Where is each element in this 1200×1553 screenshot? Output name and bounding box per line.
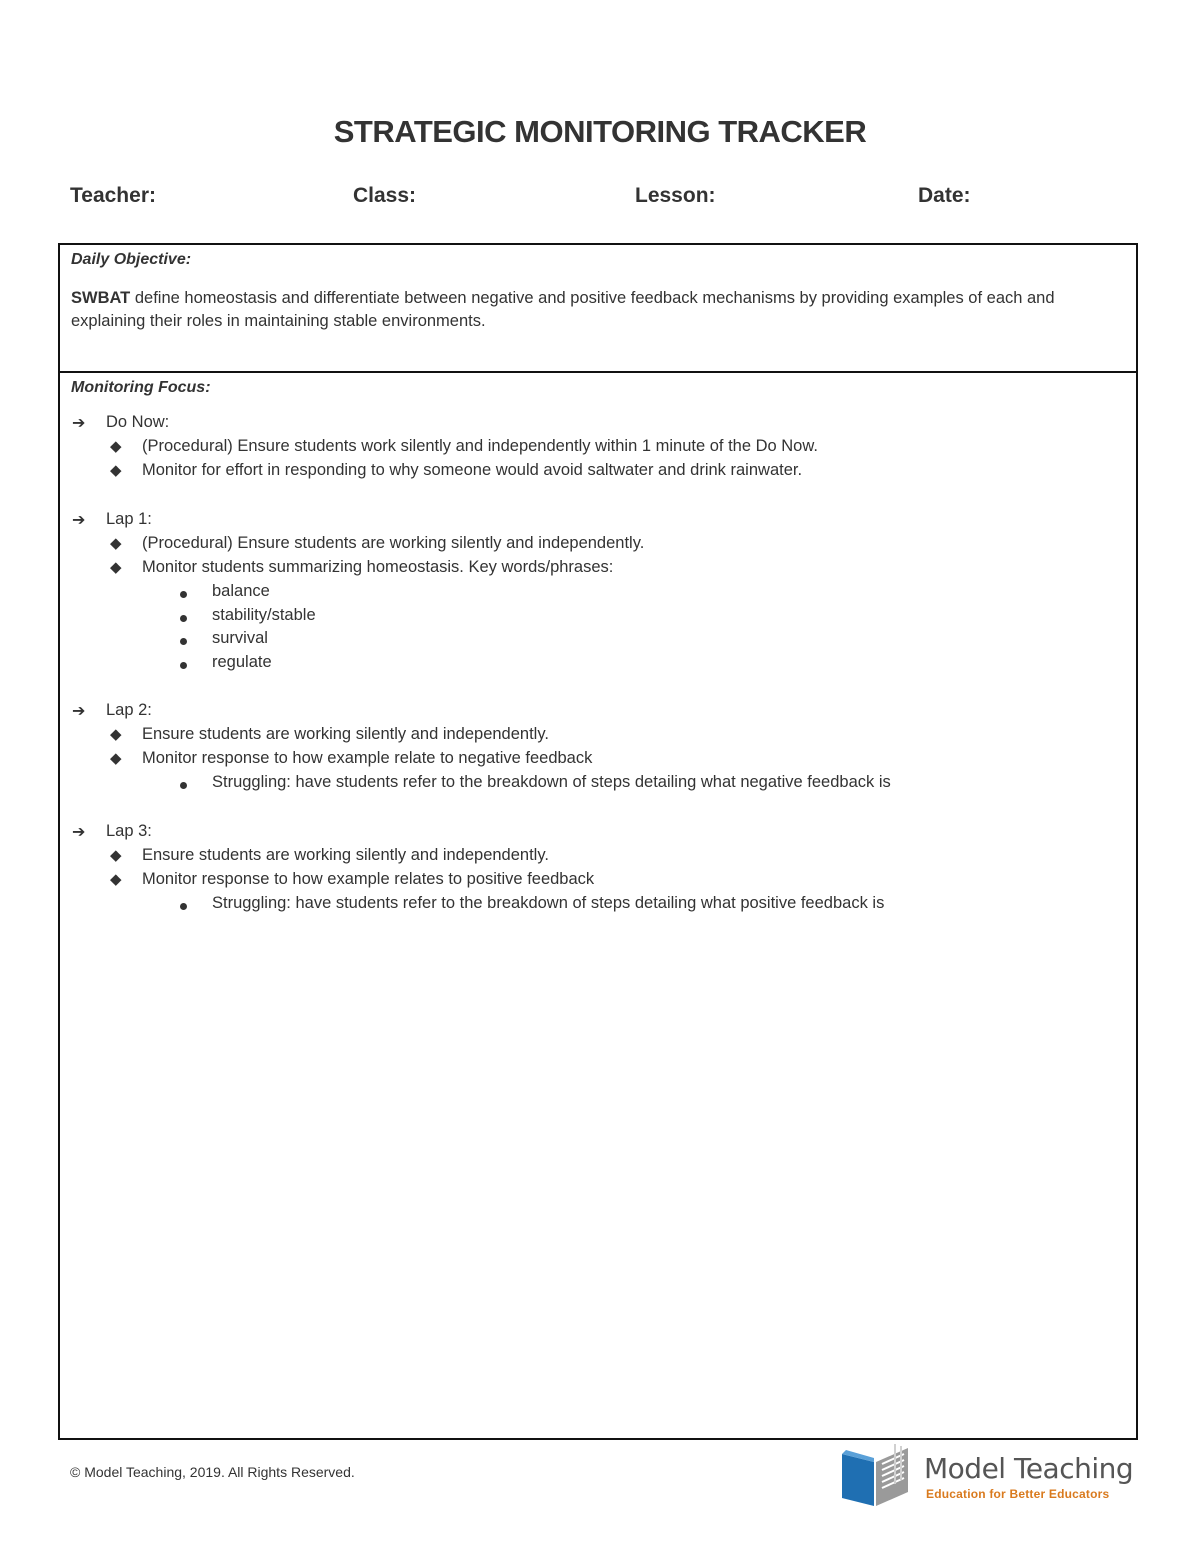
focus-subitem [72, 582, 1122, 606]
diamond-bullet-icon: ◆ [110, 726, 122, 743]
logo-tagline: Education for Better Educators [926, 1487, 1110, 1501]
copyright-notice: © Model Teaching, 2019. All Rights Reserved. [70, 1464, 355, 1480]
focus-subitem [72, 629, 1122, 653]
focus-subitem-text: Struggling: have students refer to the breakdown of steps detailing what negative feedback is [212, 773, 891, 791]
objective-body: define homeostasis and differentiate between negative and positive feedback mechanisms by providing examples of each and explaining their roles in maintaining stable environments. [71, 289, 1055, 330]
focus-section-label: Lap 3: [106, 821, 152, 840]
focus-subitem-text: survival [212, 629, 268, 647]
logo-name: Model Teaching [924, 1452, 1134, 1485]
focus-section [72, 510, 1122, 676]
monitoring-focus-list [72, 413, 1122, 942]
focus-subitem [72, 894, 1122, 918]
round-bullet-icon [180, 591, 187, 598]
arrow-right-icon: ➔ [72, 823, 86, 841]
focus-item-text: Ensure students are working silently and independently. [142, 725, 549, 743]
round-bullet-icon [180, 662, 187, 669]
focus-item-text: (Procedural) Ensure students work silently and independently within 1 minute of the Do Now. [142, 437, 818, 455]
header-fields [70, 184, 1130, 214]
round-bullet-icon [180, 638, 187, 645]
focus-item-text: Ensure students are working silently and independently. [142, 845, 549, 864]
focus-subitem [72, 773, 1122, 797]
focus-section-heading [72, 822, 1122, 846]
diamond-bullet-icon: ◆ [110, 846, 122, 864]
focus-subitem-text: regulate [212, 652, 272, 671]
daily-objective-box [58, 243, 1138, 373]
diamond-bullet-icon: ◆ [110, 438, 122, 455]
focus-item-text: (Procedural) Ensure students are working silently and independently. [142, 534, 645, 552]
arrow-right-icon: ➔ [72, 415, 86, 432]
daily-objective-heading: Daily Objective: [71, 251, 192, 268]
focus-item-text: Monitor for effort in responding to why someone would avoid saltwater and drink rainwater. [142, 461, 803, 479]
focus-item-text: Monitor response to how example relate to negative feedback [142, 749, 593, 767]
round-bullet-icon [180, 615, 187, 622]
focus-subitem-text: stability/stable [212, 605, 316, 624]
focus-section [72, 413, 1122, 485]
focus-section [72, 701, 1122, 797]
arrow-right-icon: ➔ [72, 703, 86, 720]
monitoring-focus-heading: Monitoring Focus: [71, 379, 211, 396]
focus-subitem [72, 653, 1122, 677]
focus-item [72, 461, 1122, 485]
date-label: Date: [918, 184, 971, 207]
focus-item [72, 749, 1122, 773]
model-teaching-logo [838, 1440, 1138, 1512]
focus-subitem-text: balance [212, 582, 270, 600]
diamond-bullet-icon: ◆ [110, 559, 122, 576]
focus-section-heading [72, 413, 1122, 437]
lesson-label: Lesson: [635, 184, 716, 207]
round-bullet-icon [180, 782, 187, 789]
diamond-bullet-icon: ◆ [110, 750, 122, 767]
focus-item [72, 437, 1122, 461]
focus-section-label: Lap 1: [106, 510, 152, 528]
round-bullet-icon [180, 903, 187, 910]
teacher-label: Teacher: [70, 184, 156, 207]
arrow-right-icon: ➔ [72, 512, 86, 529]
diamond-bullet-icon: ◆ [110, 535, 122, 552]
book-logo-icon [838, 1440, 918, 1512]
focus-subitem [72, 606, 1122, 630]
diamond-bullet-icon: ◆ [110, 462, 122, 479]
focus-section [72, 822, 1122, 918]
objective-lead: SWBAT [71, 289, 131, 307]
focus-item [72, 725, 1122, 749]
page-title: STRATEGIC MONITORING TRACKER [333, 114, 867, 149]
diamond-bullet-icon: ◆ [110, 870, 122, 888]
focus-section-heading [72, 510, 1122, 534]
focus-item-text: Monitor students summarizing homeostasis. Key words/phrases: [142, 558, 614, 576]
focus-section-heading [72, 701, 1122, 725]
focus-item [72, 846, 1122, 870]
focus-item-text: Monitor response to how example relates to positive feedback [142, 869, 595, 888]
focus-item [72, 870, 1122, 894]
focus-item [72, 534, 1122, 558]
monitoring-focus-box [58, 371, 1138, 1440]
focus-item [72, 558, 1122, 582]
daily-objective-text [71, 287, 1131, 333]
focus-section-label: Do Now: [106, 413, 170, 431]
focus-section-label: Lap 2: [106, 701, 152, 719]
class-label: Class: [353, 184, 417, 207]
focus-subitem-text: Struggling: have students refer to the breakdown of steps detailing what positive feedback is [212, 893, 885, 912]
